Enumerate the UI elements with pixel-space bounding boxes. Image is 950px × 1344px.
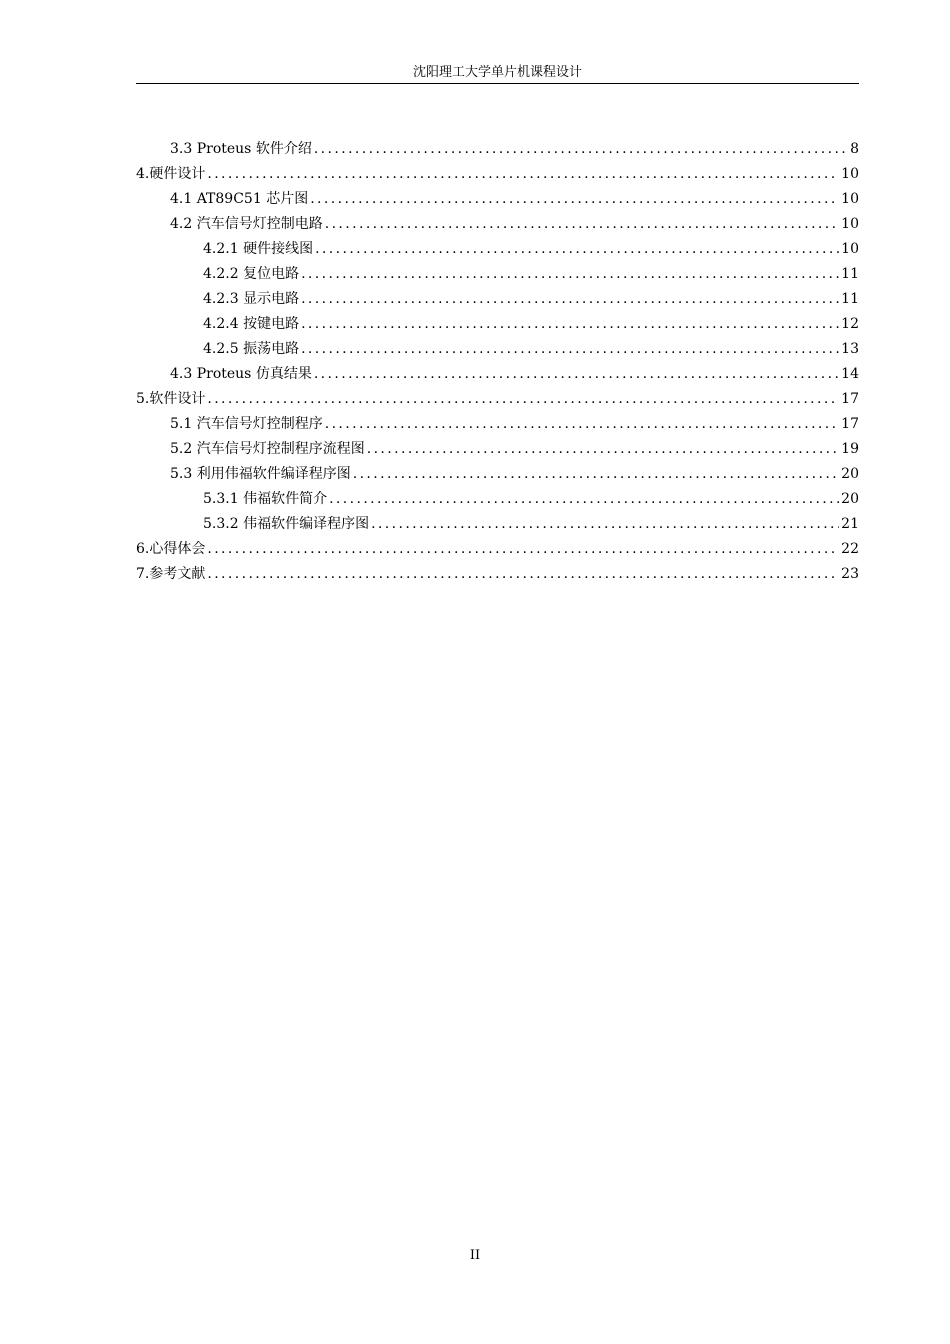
toc-entry[interactable] (136, 537, 859, 562)
toc-dot-leader (315, 237, 839, 262)
toc-entry-title: 4.硬件设计 (136, 166, 206, 182)
toc-entry[interactable] (136, 162, 859, 187)
toc-entry-title: 5.3.2 伟福软件编译程序图 (203, 516, 370, 532)
toc-entry-title: 5.1 汽车信号灯控制程序 (170, 416, 323, 432)
toc-entry-page: 19 (841, 441, 859, 457)
toc-entry-title: 4.2.4 按键电路 (203, 316, 300, 332)
toc-dot-leader (329, 487, 839, 512)
page-number: II (469, 1248, 481, 1263)
toc-dot-leader (314, 137, 848, 162)
toc-entry[interactable] (136, 237, 859, 262)
toc-entry-page: 10 (841, 166, 859, 182)
toc-entry[interactable] (136, 412, 859, 437)
toc-entry-page: 11 (841, 266, 859, 282)
toc-entry-title: 5.3 利用伟福软件编译程序图 (170, 466, 351, 482)
toc-dot-leader (314, 362, 839, 387)
toc-entry-page: 13 (841, 341, 859, 357)
toc-entry-page: 20 (841, 466, 859, 482)
toc-entry-page: 17 (841, 416, 859, 432)
toc-entry-page: 10 (841, 216, 859, 232)
toc-entry[interactable] (136, 312, 859, 337)
toc-entry[interactable] (136, 287, 859, 312)
toc-entry-title: 4.1 AT89C51 芯片图 (170, 191, 309, 207)
toc-entry[interactable] (136, 187, 859, 212)
toc-entry-title: 4.2.2 复位电路 (203, 266, 300, 282)
toc-entry-title: 4.2.5 振荡电路 (203, 341, 300, 357)
toc-entry[interactable] (136, 137, 859, 162)
toc-dot-leader (353, 462, 839, 487)
toc-entry-page: 20 (841, 491, 859, 507)
toc-entry-page: 8 (850, 141, 859, 157)
toc-entry-title: 4.2 汽车信号灯控制电路 (170, 216, 323, 232)
toc-entry-title: 4.3 Proteus 仿真结果 (170, 366, 312, 382)
toc-dot-leader (310, 187, 839, 212)
toc-entry[interactable] (136, 462, 859, 487)
toc-entry[interactable] (136, 487, 859, 512)
toc-entry-title: 3.3 Proteus 软件介绍 (170, 141, 312, 157)
toc-entry[interactable] (136, 437, 859, 462)
toc-dot-leader (301, 337, 839, 362)
toc-entry-page: 10 (841, 191, 859, 207)
toc-entry-page: 10 (841, 241, 859, 257)
toc-entry[interactable] (136, 337, 859, 362)
toc-dot-leader (367, 437, 839, 462)
header-rule (136, 83, 859, 84)
toc-entry-title: 5.软件设计 (136, 391, 206, 407)
toc-entry-title: 7.参考文献 (136, 566, 206, 582)
toc-dot-leader (325, 412, 839, 437)
page-header: 沈阳理工大学单片机课程设计 (412, 65, 582, 80)
toc-dot-leader (207, 162, 839, 187)
toc-dot-leader (301, 262, 839, 287)
toc-entry[interactable] (136, 387, 859, 412)
toc-entry-page: 12 (841, 316, 859, 332)
toc-entry[interactable] (136, 512, 859, 537)
toc-entry-page: 22 (841, 541, 859, 557)
toc-dot-leader (325, 212, 839, 237)
toc-entry[interactable] (136, 212, 859, 237)
toc-dot-leader (371, 512, 839, 537)
toc-entry-title: 6.心得体会 (136, 541, 206, 557)
toc-entry-title: 5.2 汽车信号灯控制程序流程图 (170, 441, 365, 457)
table-of-contents (136, 137, 859, 587)
toc-dot-leader (301, 312, 839, 337)
toc-entry[interactable] (136, 362, 859, 387)
toc-entry-page: 14 (841, 366, 859, 382)
toc-dot-leader (207, 562, 839, 587)
toc-entry[interactable] (136, 562, 859, 587)
toc-entry-page: 11 (841, 291, 859, 307)
toc-entry[interactable] (136, 262, 859, 287)
toc-entry-page: 23 (841, 566, 859, 582)
toc-dot-leader (207, 537, 839, 562)
toc-entry-title: 5.3.1 伟福软件简介 (203, 491, 328, 507)
toc-entry-page: 17 (841, 391, 859, 407)
toc-dot-leader (207, 387, 839, 412)
toc-entry-page: 21 (841, 516, 859, 532)
toc-dot-leader (301, 287, 839, 312)
toc-entry-title: 4.2.3 显示电路 (203, 291, 300, 307)
toc-entry-title: 4.2.1 硬件接线图 (203, 241, 314, 257)
